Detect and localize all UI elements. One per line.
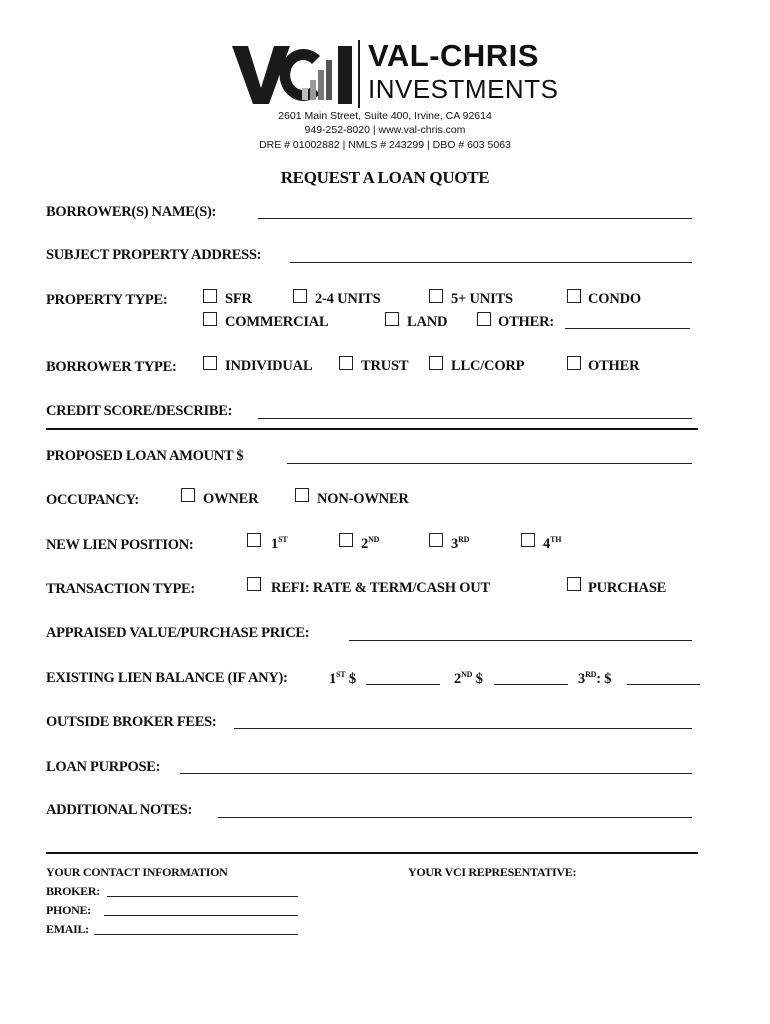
property-2-4-units-label: 2-4 UNITS	[315, 291, 381, 307]
occupancy-non-owner-label: NON-OWNER	[317, 491, 409, 507]
broker-fees-label: OUTSIDE BROKER FEES:	[46, 714, 217, 730]
property-type-label: PROPERTY TYPE:	[46, 292, 168, 308]
borrower-trust-label: TRUST	[361, 358, 409, 374]
existing-lien-label: EXISTING LIEN BALANCE (IF ANY):	[46, 670, 288, 686]
property-land-checkbox[interactable]	[385, 312, 399, 326]
borrower-trust-checkbox[interactable]	[339, 356, 353, 370]
broker-field[interactable]	[107, 896, 298, 897]
property-condo-label: CONDO	[588, 291, 641, 307]
additional-notes-field[interactable]	[218, 817, 692, 818]
property-other-field[interactable]	[565, 328, 690, 329]
borrower-llc-corp-checkbox[interactable]	[429, 356, 443, 370]
occupancy-label: OCCUPANCY:	[46, 492, 139, 508]
logo-divider	[358, 40, 360, 108]
additional-notes-label: ADDITIONAL NOTES:	[46, 802, 192, 818]
lien-1st-label: 1ST	[271, 535, 288, 552]
company-contact: 949-252-8020 | www.val-chris.com	[304, 124, 466, 136]
lien-2nd-checkbox[interactable]	[339, 533, 353, 547]
lien-4th-label: 4TH	[543, 535, 562, 552]
broker-fees-field[interactable]	[234, 728, 692, 729]
phone-label: PHONE:	[46, 903, 91, 917]
property-sfr-label: SFR	[225, 291, 252, 307]
bottom-divider	[46, 852, 698, 854]
borrower-type-label: BORROWER TYPE:	[46, 359, 177, 375]
existing-lien-2nd-label: 2ND $	[454, 670, 483, 687]
email-label: EMAIL:	[46, 922, 89, 936]
credit-score-field[interactable]	[258, 418, 692, 419]
borrower-names-label: BORROWER(S) NAME(S):	[46, 204, 217, 220]
section-divider	[46, 428, 698, 430]
property-sfr-checkbox[interactable]	[203, 289, 217, 303]
loan-purpose-label: LOAN PURPOSE:	[46, 759, 161, 775]
lien-4th-checkbox[interactable]	[521, 533, 535, 547]
borrower-other-label: OTHER	[588, 358, 640, 374]
vci-logo-mark	[232, 42, 360, 108]
occupancy-owner-checkbox[interactable]	[181, 488, 195, 502]
transaction-refi-label: REFI: RATE & TERM/CASH OUT	[271, 580, 491, 596]
existing-lien-1st-field[interactable]	[366, 684, 440, 685]
property-commercial-label: COMMERCIAL	[225, 314, 329, 330]
loan-purpose-field[interactable]	[180, 773, 692, 774]
lien-2nd-label: 2ND	[361, 535, 380, 552]
transaction-purchase-label: PURCHASE	[588, 580, 667, 596]
subject-property-label: SUBJECT PROPERTY ADDRESS:	[46, 247, 262, 263]
lien-3rd-checkbox[interactable]	[429, 533, 443, 547]
lien-position-label: NEW LIEN POSITION:	[46, 537, 194, 553]
property-5plus-units-label: 5+ UNITS	[451, 291, 513, 307]
company-name-line1: VAL-CHRIS	[368, 38, 539, 73]
borrower-individual-label: INDIVIDUAL	[225, 358, 313, 374]
lien-1st-checkbox[interactable]	[247, 533, 261, 547]
property-2-4-units-checkbox[interactable]	[293, 289, 307, 303]
existing-lien-1st-label: 1ST $	[329, 670, 356, 687]
transaction-refi-checkbox[interactable]	[247, 577, 261, 591]
phone-field[interactable]	[104, 915, 298, 916]
occupancy-non-owner-checkbox[interactable]	[295, 488, 309, 502]
borrower-llc-corp-label: LLC/CORP	[451, 358, 525, 374]
borrower-other-checkbox[interactable]	[567, 356, 581, 370]
proposed-loan-label: PROPOSED LOAN AMOUNT $	[46, 448, 244, 464]
vci-rep-heading: YOUR VCI REPRESENTATIVE:	[408, 865, 577, 879]
property-other-checkbox[interactable]	[477, 312, 491, 326]
appraised-value-field[interactable]	[349, 640, 692, 641]
your-contact-heading: YOUR CONTACT INFORMATION	[46, 865, 228, 879]
property-5plus-units-checkbox[interactable]	[429, 289, 443, 303]
form-title: REQUEST A LOAN QUOTE	[280, 168, 490, 187]
property-condo-checkbox[interactable]	[567, 289, 581, 303]
occupancy-owner-label: OWNER	[203, 491, 259, 507]
credit-score-label: CREDIT SCORE/DESCRIBE:	[46, 403, 233, 419]
property-commercial-checkbox[interactable]	[203, 312, 217, 326]
lien-3rd-label: 3RD	[451, 535, 470, 552]
broker-label: BROKER:	[46, 884, 100, 898]
property-other-label: OTHER:	[498, 314, 554, 330]
existing-lien-3rd-field[interactable]	[627, 684, 700, 685]
company-logo	[232, 38, 559, 110]
transaction-type-label: TRANSACTION TYPE:	[46, 581, 195, 597]
appraised-value-label: APPRAISED VALUE/PURCHASE PRICE:	[46, 625, 310, 641]
company-address: 2601 Main Street, Suite 400, Irvine, CA 92614	[278, 110, 492, 122]
existing-lien-2nd-field[interactable]	[494, 684, 568, 685]
property-land-label: LAND	[407, 314, 448, 330]
transaction-purchase-checkbox[interactable]	[567, 577, 581, 591]
existing-lien-3rd-label: 3RD: $	[578, 670, 612, 687]
subject-property-field[interactable]	[290, 262, 692, 263]
company-name-line2: INVESTMENTS	[368, 74, 559, 104]
email-field[interactable]	[94, 934, 298, 935]
company-licenses: DRE # 01002882 | NMLS # 243299 | DBO # 603 5063	[259, 139, 511, 151]
borrower-names-field[interactable]	[258, 218, 692, 219]
proposed-loan-field[interactable]	[287, 463, 692, 464]
borrower-individual-checkbox[interactable]	[203, 356, 217, 370]
